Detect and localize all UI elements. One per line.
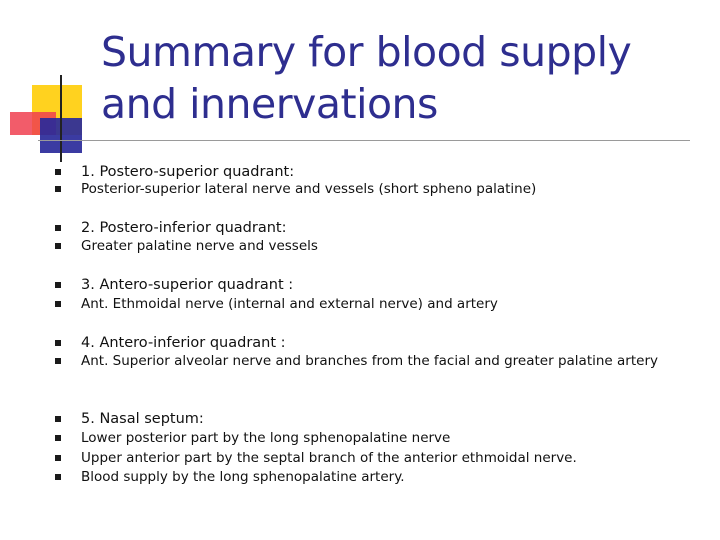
square-bullet-icon (55, 243, 61, 249)
bullet-item (0, 352, 720, 372)
decor-horizontal-rule (38, 140, 690, 141)
bullet-text: 5. Nasal septum: (81, 411, 204, 427)
bullet-text: Upper anterior part by the septal branch of the anterior ethmoidal nerve. (81, 450, 577, 466)
bullet-item (0, 429, 720, 449)
square-bullet-icon (55, 358, 61, 364)
bullet-item (0, 180, 720, 200)
square-bullet-icon (55, 301, 61, 307)
square-bullet-icon (55, 186, 61, 192)
bullet-item (0, 276, 720, 296)
bullet-item (0, 237, 720, 257)
bullet-text: Lower posterior part by the long sphenopalatine nerve (81, 430, 451, 446)
square-bullet-icon (55, 282, 61, 288)
bullet-item (0, 410, 720, 430)
square-bullet-icon (55, 435, 61, 441)
slide-title: Summary for blood supply and innervations (101, 28, 632, 128)
decor-vertical-line (60, 75, 62, 162)
bullet-text: 2. Postero-inferior quadrant: (81, 220, 287, 236)
bullet-item (0, 219, 720, 239)
bullet-text: 4. Antero-inferior quadrant : (81, 335, 286, 351)
bullet-text: Ant. Ethmoidal nerve (internal and external nerve) and artery (81, 296, 498, 312)
bullet-item (0, 468, 720, 488)
bullet-item (0, 334, 720, 354)
bullet-item (0, 449, 720, 469)
bullet-text: Ant. Superior alveolar nerve and branches from the facial and greater palatine artery (81, 353, 658, 369)
square-bullet-icon (55, 455, 61, 461)
square-bullet-icon (55, 225, 61, 231)
bullet-text: Posterior-superior lateral nerve and vessels (short spheno palatine) (81, 181, 537, 197)
square-bullet-icon (55, 474, 61, 480)
bullet-item (0, 295, 720, 315)
bullet-text: Blood supply by the long sphenopalatine artery. (81, 469, 405, 485)
square-bullet-icon (55, 169, 61, 175)
bullet-text: Greater palatine nerve and vessels (81, 238, 318, 254)
square-bullet-icon (55, 340, 61, 346)
bullet-text: 3. Antero-superior quadrant : (81, 277, 294, 293)
bullet-text: 1. Postero-superior quadrant: (81, 164, 295, 180)
square-bullet-icon (55, 416, 61, 422)
